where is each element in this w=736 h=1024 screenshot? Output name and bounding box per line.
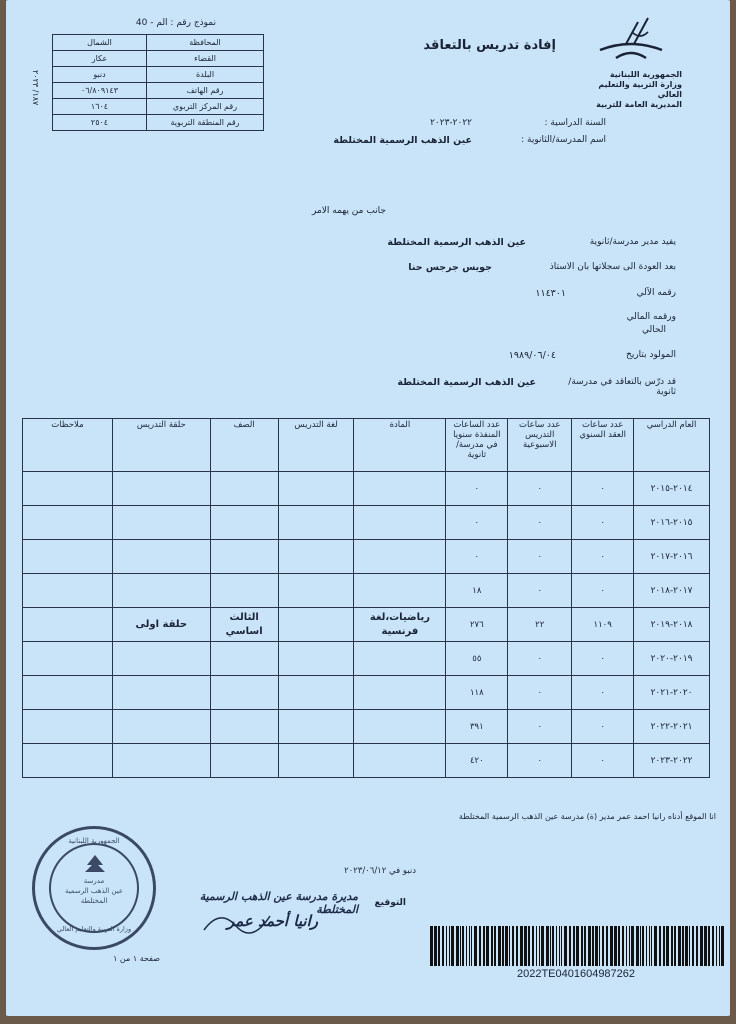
table-row (23, 744, 710, 778)
line6-value: عين الذهب الرسمية المختلطة (397, 377, 536, 388)
info-row (53, 115, 264, 131)
year-cell: ٢٠١٦-٢٠١٧ (634, 540, 710, 574)
line4-label: ورقمه المالي (626, 312, 676, 322)
signature-label: التوقيع (374, 898, 406, 908)
table-row (23, 608, 710, 642)
weekly-hours-cell: ٠ (508, 676, 572, 710)
stamp-line-school: مدرسة (83, 877, 105, 885)
done-hours-cell: ١١٨ (446, 676, 508, 710)
barcode-number: 2022TE0401604987262 (516, 968, 636, 980)
line3-label: رقمه الآلي (636, 288, 676, 298)
col-teaching-language: لغة التدريس (278, 419, 354, 472)
subject-cell (354, 642, 446, 676)
year-label: السنة الدراسية : (544, 118, 606, 128)
place-date: دنبو في ٢٠٢٣/٠٦/١٢ (344, 866, 416, 876)
grade-cell: الثالث اساسي (210, 608, 278, 642)
side-reference: ١٨٧/ ٢٠٢٣ (31, 70, 40, 106)
col-academic-year: العام الدراسي (634, 419, 710, 472)
done-hours-cell: ٠ (446, 506, 508, 540)
school-stamp (32, 826, 156, 950)
done-hours-cell: ٢٧٦ (446, 608, 508, 642)
contract-hours-cell: ٠ (572, 506, 634, 540)
info-value: ٠٦/٨٠٩١٤٣ (53, 83, 147, 99)
year-value: ٢٠٢٢-٢٠٢٣ (430, 118, 472, 128)
teacher-name: جويس جرجس حنا (408, 262, 492, 273)
subject-cell (354, 744, 446, 778)
signature-scribble-icon (200, 906, 280, 940)
subject-cell: رياضيات،لغة فرنسية (354, 608, 446, 642)
weekly-hours-cell: ٠ (508, 540, 572, 574)
barcode-icon (430, 926, 728, 966)
line2-label: بعد العودة الى سجلاتها بان الاستاذ (549, 262, 676, 272)
year-cell: ٢٠٢٢-٢٠٢٣ (634, 744, 710, 778)
col-notes: ملاحظات (23, 419, 113, 472)
table-row (23, 642, 710, 676)
info-row (53, 67, 264, 83)
notes-cell (23, 710, 113, 744)
line1-label: يفيد مدير مدرسة/ثانوية (589, 237, 676, 247)
cycle-cell (112, 472, 210, 506)
subject-cell (354, 506, 446, 540)
weekly-hours-cell: ٠ (508, 642, 572, 676)
info-value: ١٦٠٤ (53, 99, 147, 115)
year-cell: ٢٠٢٠-٢٠٢١ (634, 676, 710, 710)
cycle-cell (112, 744, 210, 778)
subject-cell (354, 676, 446, 710)
notes-cell (23, 642, 113, 676)
language-cell (278, 676, 354, 710)
year-cell: ٢٠١٩-٢٠٢٠ (634, 642, 710, 676)
teaching-record-table (22, 418, 710, 778)
language-cell (278, 608, 354, 642)
ministry-header (572, 70, 682, 110)
info-key: المحافظة (147, 35, 264, 51)
form-number: نموذج رقم : الم - 40 (135, 18, 216, 28)
info-row (53, 99, 264, 115)
page-number: صفحة ١ من ١ (113, 954, 160, 963)
subject-cell (354, 710, 446, 744)
language-cell (278, 744, 354, 778)
cycle-cell (112, 574, 210, 608)
table-row (23, 574, 710, 608)
line5-label: المولود بتاريخ (626, 350, 676, 360)
grade-cell (210, 506, 278, 540)
col-grade: الصف (210, 419, 278, 472)
table-row (23, 506, 710, 540)
language-cell (278, 540, 354, 574)
line6-label: قد درّس بالتعاقد في مدرسة/ ثانوية (568, 377, 676, 397)
col-annual-hours-done: عدد الساعات المنفذة سنويا في مدرسة/ثانوية (446, 419, 508, 472)
contract-hours-cell: ٠ (572, 472, 634, 506)
cycle-cell (112, 676, 210, 710)
language-cell (278, 574, 354, 608)
subject-cell (354, 540, 446, 574)
stamp-top-text: الجمهورية اللبنانية (68, 837, 120, 845)
col-annual-contract-hours: عدد ساعات العقد السنوي (572, 419, 634, 472)
table-row (23, 540, 710, 574)
info-value: عكار (53, 51, 147, 67)
contract-hours-cell: ٠ (572, 540, 634, 574)
grade-cell (210, 574, 278, 608)
ministry-line-1: الجمهورية اللبنانية (609, 70, 682, 79)
school-label: اسم المدرسة/الثانوية : (521, 135, 606, 145)
language-cell (278, 710, 354, 744)
notes-cell (23, 574, 113, 608)
line4b-label: الحالي (641, 325, 666, 335)
col-cycle: حلقة التدريس (112, 419, 210, 472)
automated-number: ١١٤٣٠١ (535, 288, 566, 299)
table-header-row (23, 419, 710, 472)
info-row (53, 83, 264, 99)
cycle-cell (112, 506, 210, 540)
contract-hours-cell: ٠ (572, 642, 634, 676)
cedar-icon (83, 853, 107, 875)
school-value: عين الذهب الرسمية المختلطة (333, 135, 472, 146)
ministry-logo-icon (586, 14, 676, 70)
info-value: الشمال (53, 35, 147, 51)
year-cell: ٢٠٢١-٢٠٢٢ (634, 710, 710, 744)
language-cell (278, 506, 354, 540)
grade-cell (210, 642, 278, 676)
subject-cell (354, 472, 446, 506)
table-row (23, 472, 710, 506)
cycle-cell (112, 642, 210, 676)
grade-cell (210, 676, 278, 710)
year-cell: ٢٠١٥-٢٠١٦ (634, 506, 710, 540)
signature-role: مديرة مدرسة عين الذهب الرسمية المختلطة (199, 890, 358, 916)
stamp-line-name: عين الذهب الرسمية (64, 887, 124, 895)
weekly-hours-cell: ٠ (508, 574, 572, 608)
declaration-text: انا الموقع أدناه رانيا احمد عمر مدير (ة) مدرسة عين الذهب الرسمية المختلطة (458, 812, 716, 821)
grade-cell (210, 710, 278, 744)
info-key: رقم الهاتف (147, 83, 264, 99)
col-weekly-hours: عدد ساعات التدريس الاسبوعية (508, 419, 572, 472)
notes-cell (23, 472, 113, 506)
info-key: القضاء (147, 51, 264, 67)
done-hours-cell: ٠ (446, 472, 508, 506)
to-whom-it-may-concern: جانب من يهمه الامر (311, 206, 386, 216)
notes-cell (23, 676, 113, 710)
contract-hours-cell: ٠ (572, 574, 634, 608)
weekly-hours-cell: ٠ (508, 506, 572, 540)
contract-hours-cell: ٠ (572, 676, 634, 710)
stamp-bottom-text: وزارة التربية والتعليم العالي (56, 925, 132, 933)
school-info-table (52, 34, 264, 131)
notes-cell (23, 540, 113, 574)
year-cell: ٢٠١٤-٢٠١٥ (634, 472, 710, 506)
info-key: رقم المنطقة التربوية (147, 115, 264, 131)
weekly-hours-cell: ٢٢ (508, 608, 572, 642)
done-hours-cell: ٣٩١ (446, 710, 508, 744)
language-cell (278, 642, 354, 676)
notes-cell (23, 506, 113, 540)
weekly-hours-cell: ٠ (508, 710, 572, 744)
grade-cell (210, 472, 278, 506)
stamp-line-mixed: المختلطة (80, 897, 108, 905)
table-row (23, 710, 710, 744)
notes-cell (23, 608, 113, 642)
done-hours-cell: ١٨ (446, 574, 508, 608)
cycle-cell (112, 710, 210, 744)
contract-hours-cell: ٠ (572, 710, 634, 744)
info-value: دنبو (53, 67, 147, 83)
ministry-line-2: وزارة التربية والتعليم العالي (598, 80, 682, 99)
notes-cell (23, 744, 113, 778)
info-value: ٢٥٠٤ (53, 115, 147, 131)
done-hours-cell: ٥٥ (446, 642, 508, 676)
document-title: إفادة تدريس بالتعاقد (423, 38, 556, 53)
line1-value: عين الذهب الرسمية المختلطة (387, 237, 526, 248)
info-key: البلدة (147, 67, 264, 83)
contract-hours-cell: ٠ (572, 744, 634, 778)
cycle-cell: حلقة اولى (112, 608, 210, 642)
birth-date: ١٩٨٩/٠٦/٠٤ (508, 350, 556, 361)
signature-name: رانيا أحمد عمر (226, 912, 318, 930)
grade-cell (210, 744, 278, 778)
cycle-cell (112, 540, 210, 574)
document-page (6, 0, 730, 1016)
subject-cell (354, 574, 446, 608)
done-hours-cell: ٤٢٠ (446, 744, 508, 778)
info-row (53, 51, 264, 67)
col-subject: المادة (354, 419, 446, 472)
contract-hours-cell: ١١٠٩ (572, 608, 634, 642)
done-hours-cell: ٠ (446, 540, 508, 574)
info-row (53, 35, 264, 51)
grade-cell (210, 540, 278, 574)
year-cell: ٢٠١٧-٢٠١٨ (634, 574, 710, 608)
weekly-hours-cell: ٠ (508, 472, 572, 506)
table-row (23, 676, 710, 710)
ministry-line-3: المديرية العامة للتربية (596, 100, 682, 109)
year-cell: ٢٠١٨-٢٠١٩ (634, 608, 710, 642)
language-cell (278, 472, 354, 506)
weekly-hours-cell: ٠ (508, 744, 572, 778)
info-key: رقم المركز التربوي (147, 99, 264, 115)
